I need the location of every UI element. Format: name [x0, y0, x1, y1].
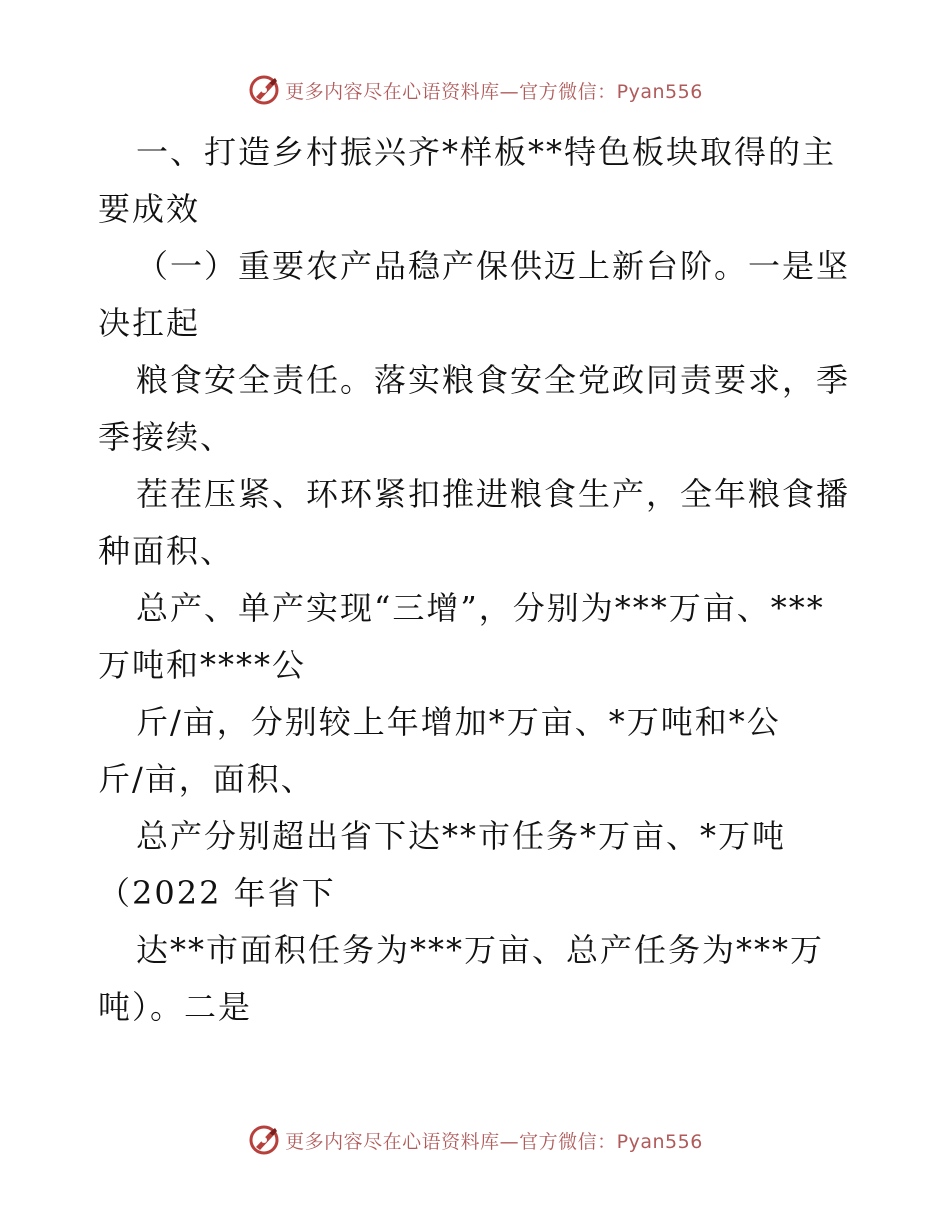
paragraph-line: 决扛起 — [98, 304, 201, 342]
paragraph-line: 万吨和****公 — [98, 646, 307, 684]
section-heading-line-2: 要成效 — [98, 190, 201, 228]
paragraph-line: 总产、单产实现“三增”，分别为***万亩、*** — [136, 589, 825, 627]
paragraph-line: 总产分别超出省下达**市任务*万亩、*万吨 — [136, 817, 787, 855]
paragraph-line: 吨）。二是 — [98, 988, 253, 1026]
footer-banner — [0, 1120, 950, 1160]
document-body — [98, 124, 858, 1036]
paragraph-line: 粮食安全责任。落实粮食安全党政同责要求，季 — [136, 361, 851, 399]
pen-logo-icon — [247, 73, 281, 107]
header-banner — [0, 70, 950, 110]
paragraph-line: （2022 年省下 — [98, 874, 336, 912]
paragraph-line: （一）重要农产品稳产保供迈上新台阶。一是坚 — [136, 247, 851, 285]
paragraph-line: 茬茬压紧、环环紧扣推进粮食生产，全年粮食播 — [136, 475, 851, 513]
paragraph-line: 达**市面积任务为***万亩、总产任务为***万 — [136, 931, 825, 969]
paragraph-line: 种面积、 — [98, 532, 235, 570]
footer-banner-text: 更多内容尽在心语资料库—官方微信：Pyan556 — [285, 1130, 703, 1153]
paragraph-line: 季接续、 — [98, 418, 235, 456]
pen-logo-icon — [247, 1123, 281, 1157]
section-heading-line-1: 一、打造乡村振兴齐*样板**特色板块取得的主 — [136, 133, 837, 171]
header-banner-text: 更多内容尽在心语资料库—官方微信：Pyan556 — [285, 80, 703, 103]
paragraph-line: 斤/亩，分别较上年增加*万亩、*万吨和*公 — [136, 703, 781, 741]
paragraph-line: 斤/亩，面积、 — [98, 760, 315, 798]
